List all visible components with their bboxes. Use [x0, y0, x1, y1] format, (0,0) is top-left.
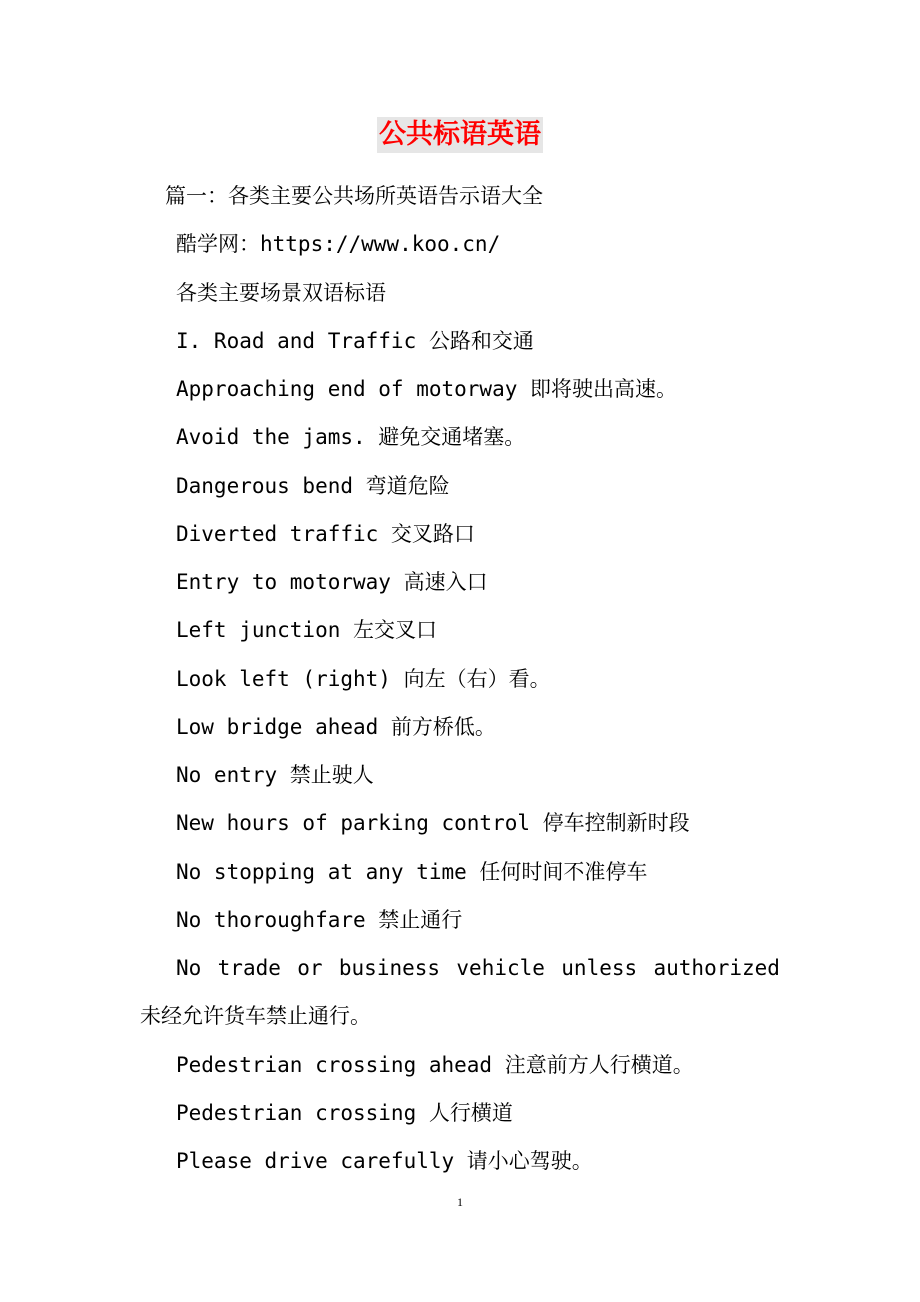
list-item: No stopping at any time 任何时间不准停车 [176, 860, 648, 884]
list-item: Pedestrian crossing 人行横道 [176, 1101, 513, 1125]
word: vehicle [456, 956, 545, 980]
list-item: Approaching end of motorway 即将驶出高速。 [176, 377, 678, 401]
subheading: 各类主要场景双语标语 [176, 281, 386, 305]
title-text: 公共标语英语 [377, 117, 543, 153]
list-item: No thoroughfare 禁止通行 [176, 908, 463, 932]
heading: 篇一：各类主要公共场所英语告示语大全 [165, 184, 543, 208]
list-item: Entry to motorway 高速入口 [176, 570, 488, 594]
list-item: Low bridge ahead 前方桥低。 [176, 715, 496, 739]
list-item: Pedestrian crossing ahead 注意前方人行横道。 [176, 1053, 694, 1077]
list-item: New hours of parking control 停车控制新时段 [176, 811, 690, 835]
list-item: Diverted traffic 交叉路口 [176, 522, 475, 546]
word: or [297, 956, 323, 980]
wrapped-list-item [176, 954, 780, 982]
section-heading: I. Road and Traffic 公路和交通 [176, 329, 534, 353]
word: No [176, 956, 202, 980]
word: unless [561, 956, 638, 980]
list-item: Avoid the jams. 避免交通堵塞。 [176, 425, 526, 449]
wrapped-list-item-continuation: 未经允许货车禁止通行。 [140, 1004, 371, 1028]
list-item: Left junction 左交叉口 [176, 618, 438, 642]
list-item: Look left (right) 向左（右）看。 [176, 667, 551, 691]
word: business [338, 956, 441, 980]
list-item: Dangerous bend 弯道危险 [176, 474, 450, 498]
word: trade [217, 956, 281, 980]
page-number: 1 [457, 1195, 463, 1209]
source-line: 酷学网：https://www.koo.cn/ [176, 232, 501, 256]
list-item: Please drive carefully 请小心驾驶。 [176, 1149, 593, 1173]
word: authorized [653, 956, 780, 980]
list-item: No entry 禁止驶人 [176, 763, 374, 787]
document-title [0, 117, 920, 153]
